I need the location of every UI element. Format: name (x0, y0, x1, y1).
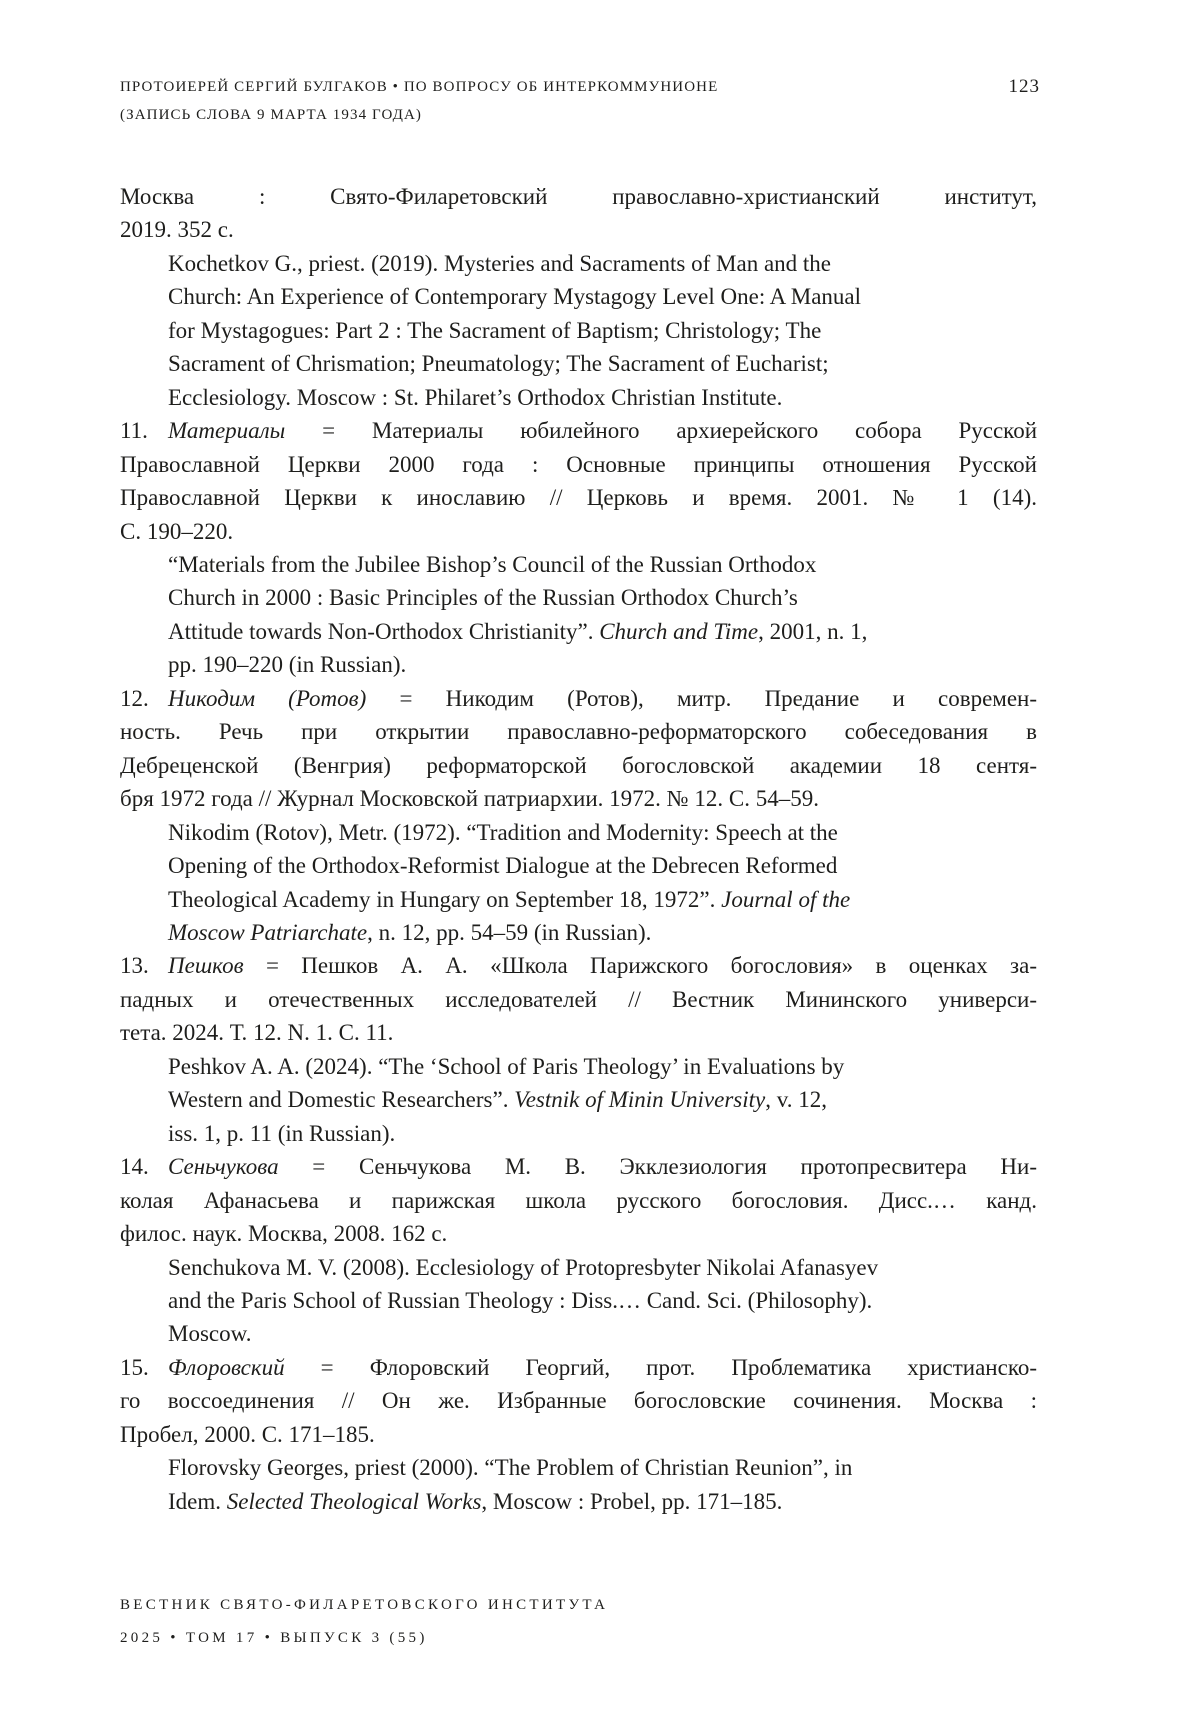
reference-line (120, 749, 1037, 782)
reference-italic-text: Church and Time (599, 618, 759, 644)
reference-text: колая Афанасьева и парижская школа русского богословия. Дисс.… канд. (120, 1187, 1037, 1213)
reference-text: Theological Academy in Hungary on September 18, 1972”. (168, 886, 722, 912)
reference-italic-text: Пешков (168, 953, 244, 979)
entry-number: 13. (120, 953, 149, 979)
reference-italic-text: Vestnik of Minin University (514, 1087, 766, 1113)
reference-text: Ecclesiology. Moscow : St. Philaret’s Orthodox Christian Institute. (168, 384, 783, 410)
reference-text: = Флоровский Георгий, прот. Проблематика христианско- (284, 1354, 1037, 1380)
reference-text: Church in 2000 : Basic Principles of the Russian Orthodox Church’s (168, 585, 798, 611)
reference-line (120, 381, 1037, 414)
reference-line (120, 916, 1037, 949)
reference-line (120, 816, 1037, 849)
reference-text: iss. 1, p. 11 (in Russian). (168, 1120, 396, 1146)
reference-text: Дебреценской (Венгрия) реформаторской богословской академии 18 сентя- (120, 752, 1037, 778)
running-header-line-2: (ЗАПИСЬ СЛОВА 9 МАРТА 1934 ГОДА) (120, 107, 422, 123)
reference-text: Sacrament of Chrismation; Pneumatology; The Sacrament of Eucharist; (168, 351, 829, 377)
reference-line (120, 1418, 1037, 1451)
reference-italic-text: Journal of the (721, 886, 851, 912)
reference-line (120, 180, 1037, 213)
reference-text: Peshkov A. A. (2024). “The ‘School of Paris Theology’ in Evaluations by (168, 1053, 845, 1079)
entry-number: 15. (120, 1354, 149, 1380)
reference-line (120, 314, 1037, 347)
reference-line (120, 1217, 1037, 1250)
page-footer (120, 1589, 608, 1654)
reference-line (120, 1184, 1037, 1217)
reference-entry-first-line (120, 1351, 1037, 1384)
reference-line (120, 347, 1037, 380)
reference-italic-text: Никодим (Ротов) (168, 685, 367, 711)
reference-line (120, 280, 1037, 313)
running-header-line-1: ПРОТОИЕРЕЙ СЕРГИЙ БУЛГАКОВ • ПО ВОПРОСУ ОБ ИНТЕРКОММУНИОНЕ (120, 79, 719, 95)
reference-text: = Сеньчукова М. В. Экклезиология протопресвитера Ни- (278, 1154, 1037, 1180)
reference-italic-text: Selected Theological Works (226, 1488, 482, 1514)
reference-text: падных и отечественных исследователей // Вестник Мининского универси- (120, 986, 1037, 1012)
reference-line (120, 1485, 1037, 1518)
reference-text: Florovsky Georges, priest (2000). “The Problem of Christian Reunion”, in (168, 1455, 853, 1481)
reference-text: , Moscow : Probel, pp. 171–185. (481, 1488, 783, 1514)
entry-number: 11. (120, 418, 148, 444)
reference-text: Moscow. (168, 1321, 252, 1347)
reference-line (120, 883, 1037, 916)
reference-line (120, 715, 1037, 748)
reference-line (120, 1083, 1037, 1116)
reference-text: , 2001, n. 1, (758, 618, 868, 644)
reference-text: Москва : Свято-Филаретовский православно-христианский институт, (120, 184, 1037, 209)
running-header (120, 73, 718, 129)
reference-line (120, 648, 1037, 681)
reference-text: Idem. (168, 1488, 227, 1514)
reference-text: С. 190–220. (120, 518, 234, 544)
reference-line (120, 1050, 1037, 1083)
reference-line (120, 1384, 1037, 1417)
reference-text: го воссоединения // Он же. Избранные богословские сочинения. Москва : (120, 1388, 1037, 1414)
reference-line (120, 1451, 1037, 1484)
reference-text: Православной Церкви 2000 года : Основные принципы отношения Русской (120, 451, 1037, 477)
reference-italic-text: Moscow Patriarchate (168, 919, 368, 945)
reference-text: филос. наук. Москва, 2008. 162 с. (120, 1221, 448, 1247)
reference-italic-text: Материалы (168, 418, 286, 444)
reference-line (120, 247, 1037, 280)
reference-text: Senchukova M. V. (2008). Ecclesiology of Protopresbyter Nikolai Afanasyev (168, 1254, 879, 1280)
reference-text: , n. 12, pp. 54–59 (in Russian). (367, 919, 652, 945)
reference-text: , v. 12, (765, 1087, 828, 1113)
reference-line (120, 849, 1037, 882)
reference-text: and the Paris School of Russian Theology : Diss.… Cand. Sci. (Philosophy). (168, 1287, 873, 1313)
footer-journal-title: ВЕСТНИК СВЯТО-ФИЛАРЕТОВСКОГО ИНСТИТУТА (120, 1597, 609, 1613)
reference-text: Opening of the Orthodox-Reformist Dialogue at the Debrecen Reformed (168, 853, 838, 879)
reference-text: Пробел, 2000. С. 171–185. (120, 1421, 375, 1447)
reference-entry-first-line (120, 949, 1037, 982)
reference-italic-text: Сеньчукова (168, 1154, 279, 1180)
reference-line (120, 782, 1037, 815)
reference-text: Православной Церкви к инославию // Церковь и время. 2001. № 1 (14). (120, 485, 1037, 511)
reference-line (120, 1317, 1037, 1350)
entry-number: 12. (120, 685, 149, 711)
reference-entry-first-line (120, 682, 1037, 715)
reference-text: = Никодим (Ротов), митр. Предание и современ- (366, 685, 1038, 711)
reference-entry-first-line (120, 1150, 1037, 1183)
reference-line (120, 481, 1037, 514)
reference-line (120, 213, 1037, 246)
reference-text: “Materials from the Jubilee Bishop’s Council of the Russian Orthodox (168, 551, 817, 577)
reference-text: = Пешков А. А. «Школа Парижского богословия» в оценках за- (243, 953, 1037, 979)
reference-line (120, 1284, 1037, 1317)
reference-line (120, 1016, 1037, 1049)
reference-text: тета. 2024. Т. 12. N. 1. С. 11. (120, 1020, 394, 1046)
entry-number: 14. (120, 1154, 149, 1180)
reference-text: for Mystagogues: Part 2 : The Sacrament of Baptism; Christology; The (168, 317, 822, 343)
reference-text: pp. 190–220 (in Russian). (168, 652, 407, 678)
reference-text: 2019. 352 с. (120, 217, 234, 243)
reference-line (120, 615, 1037, 648)
page-number: 123 (1008, 76, 1040, 97)
reference-line (120, 581, 1037, 614)
reference-text: Western and Domestic Researchers”. (168, 1087, 515, 1113)
references-list (120, 180, 1037, 1518)
reference-line (120, 1251, 1037, 1284)
reference-line (120, 515, 1037, 548)
reference-line (120, 983, 1037, 1016)
reference-line (120, 548, 1037, 581)
reference-line (120, 1117, 1037, 1150)
reference-text: бря 1972 года // Журнал Московской патриархии. 1972. № 12. С. 54–59. (120, 786, 819, 812)
reference-text: Attitude towards Non-Orthodox Christianity”. (168, 618, 600, 644)
reference-entry-first-line (120, 414, 1037, 447)
reference-line (120, 448, 1037, 481)
footer-issue-info: 2025 • ТОМ 17 • ВЫПУСК 3 (55) (120, 1629, 428, 1646)
reference-text: Nikodim (Rotov), Metr. (1972). “Tradition and Modernity: Speech at the (168, 819, 838, 845)
reference-text: ность. Речь при открытии православно-реформаторского собеседования в (120, 719, 1037, 745)
reference-text: Kochetkov G., priest. (2019). Mysteries and Sacraments of Man and the (168, 250, 832, 276)
reference-text: = Материалы юбилейного архиерейского собора Русской (285, 418, 1037, 444)
reference-text: Church: An Experience of Contemporary Mystagogy Level One: A Manual (168, 284, 862, 310)
reference-italic-text: Флоровский (168, 1354, 285, 1380)
